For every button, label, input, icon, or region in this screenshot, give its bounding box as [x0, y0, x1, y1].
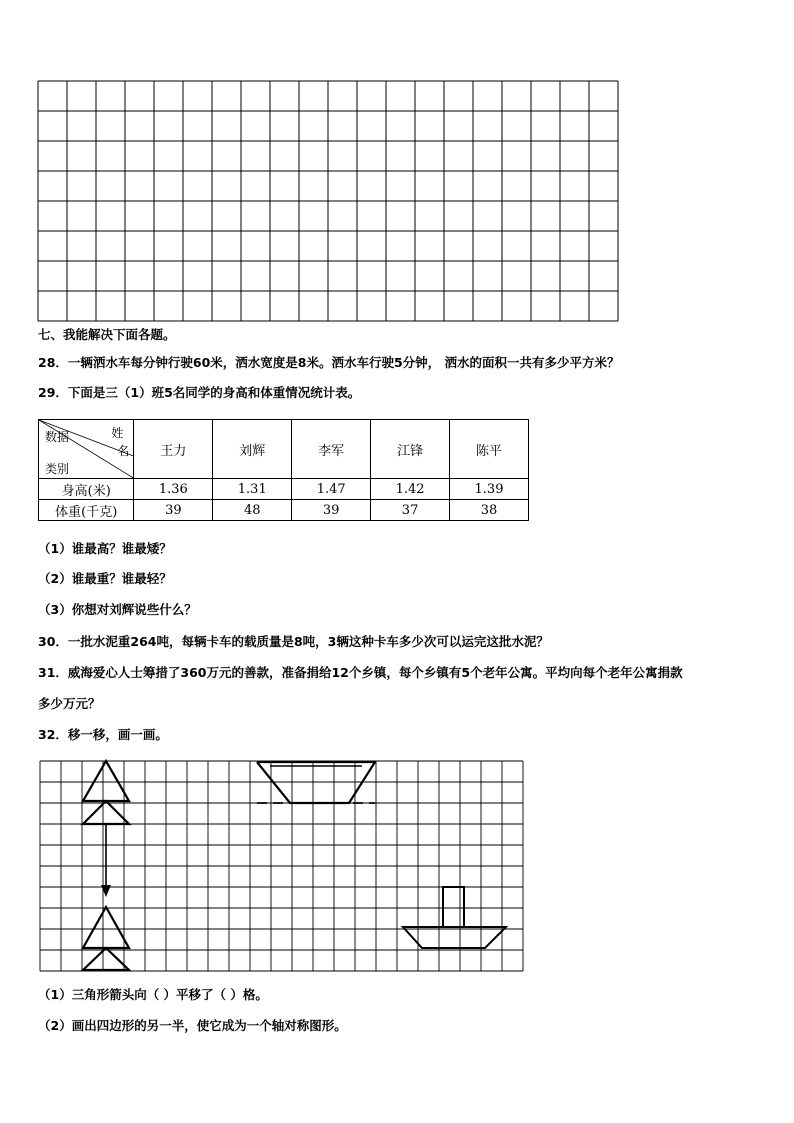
question-32-sub1: （1）三角形箭头向（ ）平移了（ ）格。 — [38, 987, 268, 1002]
table-cell: 1.31 — [213, 479, 292, 500]
table-cell: 37 — [371, 500, 450, 521]
table-corner-cell — [39, 420, 134, 479]
question-31-line1: 31．威海爱心人士筹措了360万元的善款，准备捐给12个乡镇，每个乡镇有5个老年公寓。平均向每个老年公寓捐款 — [38, 665, 683, 680]
lower-triangle-top — [83, 907, 129, 948]
table-cell: 39 — [292, 500, 371, 521]
upper-triangle-bottom — [83, 801, 129, 824]
question-29-sub3: （3）你想对刘辉说些什么？ — [38, 602, 197, 617]
trapezoid-shape — [257, 762, 375, 803]
table-cell: 39 — [134, 500, 213, 521]
row-label: 体重(千克) — [39, 500, 134, 521]
row-label: 身高(米) — [39, 479, 134, 500]
lower-triangle-bottom — [83, 948, 129, 970]
section-7-title: 七、我能解决下面各题。 — [38, 327, 176, 342]
table-cell: 1.36 — [134, 479, 213, 500]
translation-arrow-head — [101, 885, 111, 897]
corner-xing: 姓 — [111, 426, 124, 440]
name-header: 李军 — [292, 420, 371, 479]
question-32-sub2: （2）画出四边形的另一半，使它成为一个轴对称图形。 — [38, 1018, 347, 1033]
table-cell: 1.47 — [292, 479, 371, 500]
name-header: 江锋 — [371, 420, 450, 479]
name-header: 陈平 — [450, 420, 529, 479]
question-31-line2: 多少万元？ — [38, 696, 101, 711]
table-cell: 38 — [450, 500, 529, 521]
question-29: 29．下面是三（1）班5名同学的身高和体重情况统计表。 — [38, 385, 361, 400]
question-29-sub2: （2）谁最重？谁最轻？ — [38, 571, 172, 586]
table-cell: 48 — [213, 500, 292, 521]
height-weight-table — [38, 419, 529, 521]
question-30: 30．一批水泥重264吨，每辆卡车的载质量是8吨，3辆这种卡车多少次可以运完这批水泥？ — [38, 634, 549, 649]
translation-grid — [0, 755, 794, 985]
name-header: 王力 — [134, 420, 213, 479]
corner-data: 数据 — [45, 430, 70, 444]
corner-ming: 名 — [117, 444, 130, 458]
corner-category: 类别 — [45, 462, 70, 476]
question-28: 28．一辆洒水车每分钟行驶60米，洒水宽度是8米。洒水车行驶5分钟， 洒水的面积一共有多少平方米？ — [38, 355, 620, 370]
upper-triangle-top — [83, 761, 129, 801]
table-cell: 1.39 — [450, 479, 529, 500]
name-header: 刘辉 — [213, 420, 292, 479]
question-32: 32．移一移，画一画。 — [38, 727, 168, 742]
table-cell: 1.42 — [371, 479, 450, 500]
half-shape-base — [403, 927, 506, 948]
half-shape-rect — [443, 887, 464, 927]
question-29-sub1: （1）谁最高？谁最矮？ — [38, 541, 172, 556]
answer-grid — [0, 0, 794, 330]
